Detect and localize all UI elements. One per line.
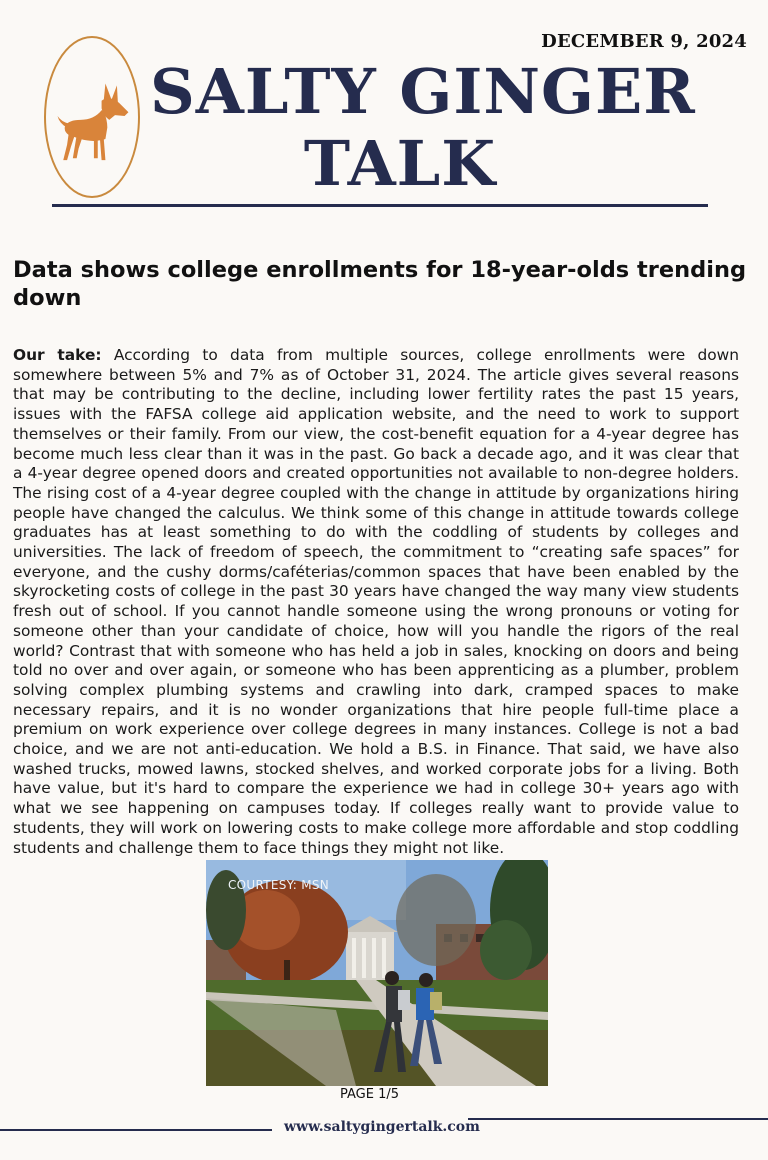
photo-credit: COURTESY: MSN: [228, 878, 330, 892]
page-number: PAGE 1/5: [340, 1087, 400, 1102]
logo: [44, 36, 140, 198]
dog-logo-icon: [46, 38, 138, 196]
date: DECEMBER 9, 2024: [541, 31, 747, 52]
article-body-text: According to data from multiple sources, college enrollments were down somewhere between 5% and 7% as of October 31, 2024. The article gives several reasons that may be contributing to the decline, including lower fertility rates the past 15 years, issues with the FAFSA college aid application website, and the need to work to support themselves or their family. From our view, the cost-benefit equation for a 4-year degree has become much less clear than it was in the past. Go back a decade ago, and it was clear that a 4-year degree opened doors and created opportunities not available to non-degree holders. The rising cost of a 4-year degree coupled with the change in attitude by organizations hiring people have changed the calculus. We think some of this change in attitude towards college graduates has at least something to do with the coddling of students by colleges and universities. The lack of freedom of speech, the commitment to “creating safe spaces” for everyone, and the cushy dorms/caféterias/common spaces that have been enabled by the skyrocketing costs of college in the past 30 years have changed the way many view students fresh out of school. If you cannot handle someone using the wrong pronouns or voting for someone other than your candidate of choice, how will you handle the rigors of the real world? Contrast that with someone who has held a job in sales, knocking on doors and being told no over and over again, or someone who has been apprenticing as a plumber, problem solving complex plumbing systems and crawling into dark, cramped spaces to make necessary repairs, and it is no wonder organizations that hire people full-time place a premium on work experience over college degrees in many instances. College is not a bad choice, and we are not anti-education. We hold a B.S. in Finance. That said, we have also washed trucks, mowed lawns, stocked shelves, and worked corporate jobs for a living. Both have value, but it's hard to compare the experience we had in college 30+ years ago with what we see happening on campuses today. If colleges really want to provide value to students, they will work on lowering costs to make college more affordable and stop coddling students and challenge them to face things they might not like.: [13, 346, 739, 857]
title-line-1: SALTY GINGER: [150, 55, 696, 128]
lead-label: Our take:: [13, 346, 102, 364]
footer-divider-left: [0, 1129, 272, 1131]
article-headline: Data shows college enrollments for 18-year-olds trending down: [13, 257, 747, 311]
campus-scene-image: [206, 860, 548, 1086]
header-divider: [52, 204, 708, 207]
masthead-title: [150, 55, 696, 200]
title-line-2: TALK: [303, 127, 497, 200]
footer-url-link[interactable]: www.saltygingertalk.com: [284, 1119, 480, 1135]
footer-divider-right: [468, 1118, 768, 1120]
article-body: [13, 346, 739, 858]
campus-photo: [206, 860, 548, 1086]
